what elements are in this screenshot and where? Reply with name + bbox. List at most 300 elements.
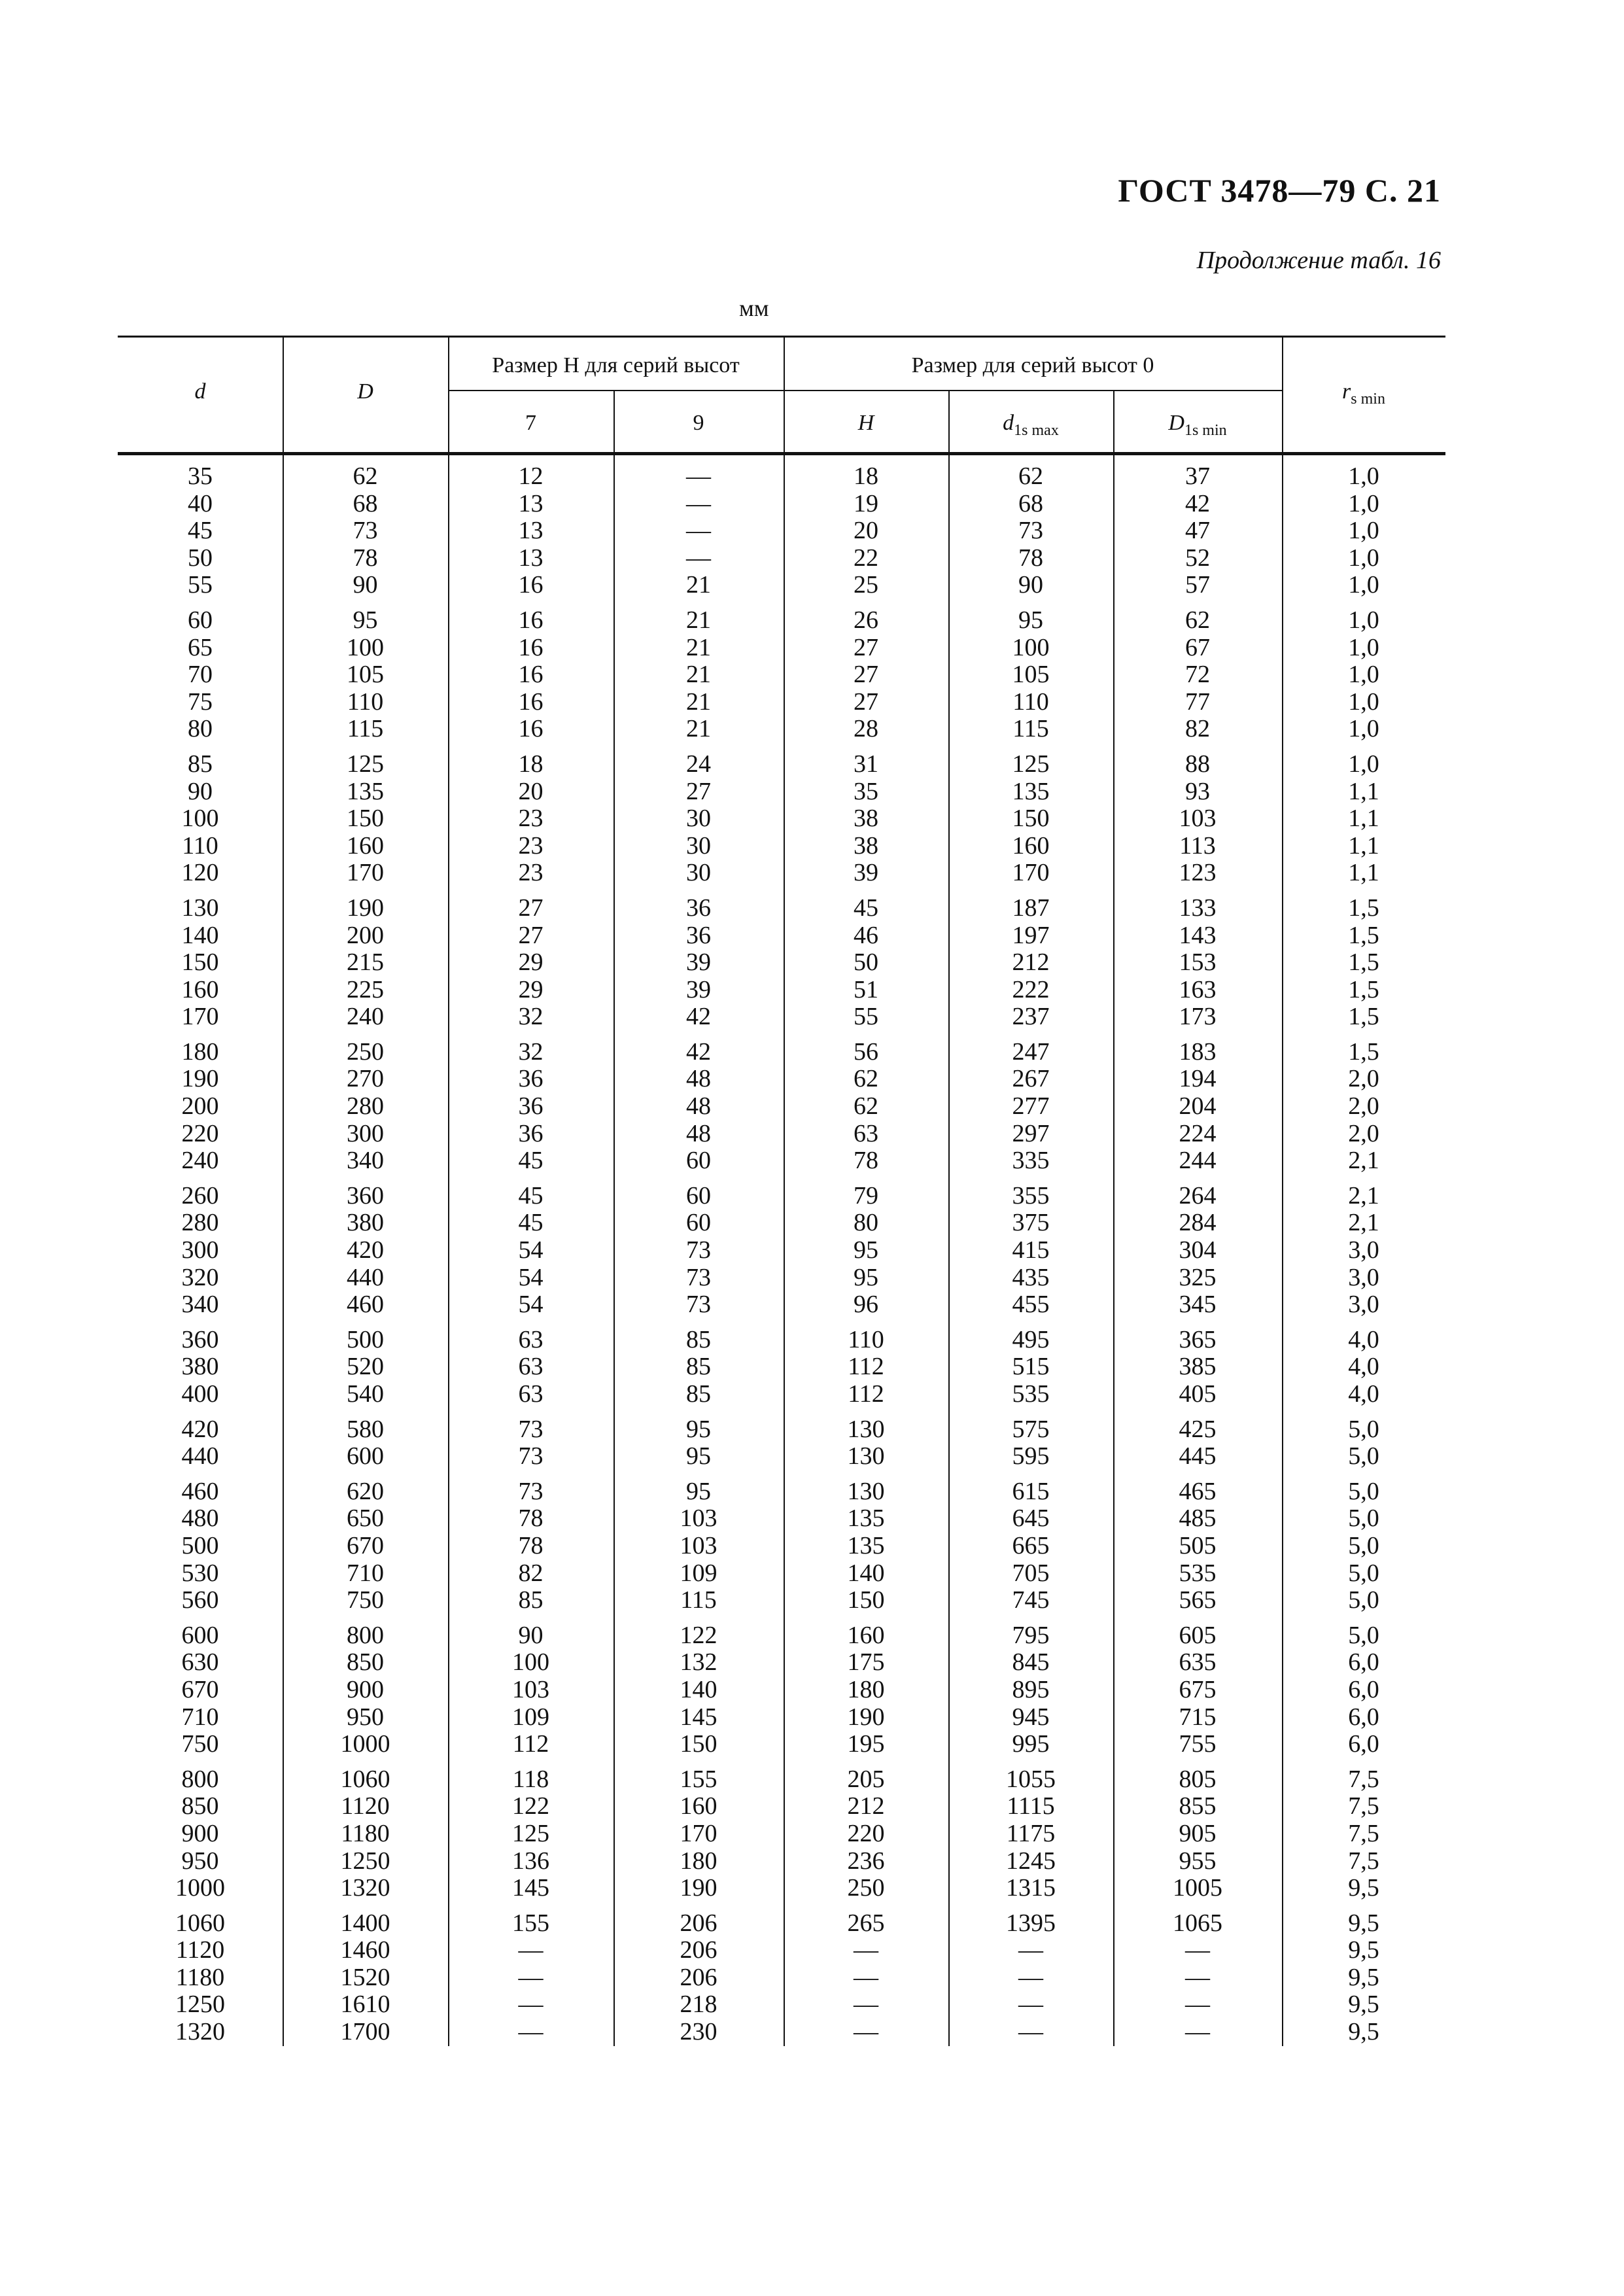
- cell-D1s-min: 224: [1179, 1119, 1217, 1147]
- cell-d1s-max: 415: [1012, 1236, 1050, 1264]
- cell-d: 1180: [175, 1963, 225, 1991]
- cell-d: 1000: [175, 1874, 225, 1902]
- cell-d1s-max: 355: [1012, 1181, 1050, 1209]
- cell-H-series7: 29: [518, 975, 544, 1003]
- table-row: [118, 751, 1445, 778]
- cell-H-series9: 73: [686, 1291, 711, 1319]
- cell-H-series9: 115: [680, 1586, 717, 1614]
- cell-D: 73: [353, 517, 378, 545]
- cell-d1s-max: 187: [1012, 894, 1050, 922]
- cell-d: 110: [182, 831, 218, 860]
- table-row: [118, 1327, 1445, 1354]
- table-row: [118, 805, 1445, 833]
- cell-d1s-max: 895: [1012, 1675, 1050, 1703]
- table-row: [118, 1560, 1445, 1588]
- table-row: [118, 1381, 1445, 1408]
- cell-d1s-max: 150: [1012, 805, 1050, 833]
- table-row: [118, 833, 1445, 860]
- cell-H-series7: 78: [518, 1505, 544, 1533]
- cell-H: 160: [847, 1621, 885, 1649]
- cell-d: 1250: [175, 1991, 225, 2019]
- cell-H-series9: 150: [680, 1730, 717, 1758]
- cell-H: 27: [854, 661, 878, 689]
- cell-rs-min: 2,1: [1348, 1209, 1379, 1237]
- header-rs-min-symbol: r: [1342, 379, 1351, 404]
- cell-D: 240: [347, 1003, 384, 1031]
- cell-D: 340: [347, 1147, 384, 1175]
- cell-d1s-max: 110: [1012, 687, 1049, 716]
- cell-D: 225: [347, 975, 384, 1003]
- cell-rs-min: 4,0: [1348, 1380, 1379, 1408]
- cell-d1s-max: —: [1018, 2018, 1043, 2046]
- cell-rs-min: 1,0: [1348, 544, 1379, 572]
- cell-H: 27: [854, 687, 878, 716]
- cell-H: 96: [854, 1291, 878, 1319]
- cell-D1s-min: 88: [1185, 750, 1210, 778]
- cell-d: 710: [181, 1703, 219, 1731]
- cell-D: 62: [353, 462, 378, 490]
- cell-H: 110: [848, 1325, 884, 1353]
- cell-H-series7: 27: [518, 894, 544, 922]
- cell-D: 520: [347, 1353, 384, 1381]
- cell-H-series9: —: [686, 462, 711, 490]
- cell-D: 105: [347, 661, 384, 689]
- cell-d: 380: [181, 1353, 219, 1381]
- cell-H: 63: [854, 1119, 878, 1147]
- row-group: [118, 1470, 1445, 1614]
- cell-H: 130: [847, 1415, 885, 1443]
- header-D1s-min-symbol: D: [1168, 411, 1184, 435]
- cell-H: 135: [847, 1531, 885, 1559]
- table-row: [118, 1478, 1445, 1506]
- cell-D1s-min: 505: [1179, 1531, 1217, 1559]
- cell-d: 260: [181, 1181, 219, 1209]
- cell-H-series7: 112: [512, 1730, 549, 1758]
- cell-rs-min: 7,5: [1348, 1819, 1379, 1847]
- cell-D1s-min: 37: [1185, 462, 1210, 490]
- cell-rs-min: 2,0: [1348, 1065, 1379, 1093]
- cell-H-series9: 230: [680, 2018, 717, 2046]
- cell-d: 40: [188, 489, 213, 517]
- cell-rs-min: 5,0: [1348, 1559, 1379, 1587]
- cell-D: 900: [347, 1675, 384, 1703]
- table-row: [118, 1003, 1445, 1031]
- cell-H: 112: [848, 1380, 884, 1408]
- cell-H-series9: 73: [686, 1236, 711, 1264]
- table-row: [118, 689, 1445, 716]
- cell-D1s-min: 47: [1185, 517, 1210, 545]
- cell-H: 205: [847, 1765, 885, 1793]
- table-row: [118, 1731, 1445, 1758]
- cell-D1s-min: 425: [1179, 1415, 1217, 1443]
- cell-rs-min: 4,0: [1348, 1325, 1379, 1353]
- cell-H: 212: [847, 1792, 885, 1820]
- cell-D1s-min: 805: [1179, 1765, 1217, 1793]
- cell-H: 38: [854, 805, 878, 833]
- cell-H-series9: 36: [686, 894, 711, 922]
- cell-D: 670: [347, 1531, 384, 1559]
- cell-H-series7: 36: [518, 1065, 544, 1093]
- cell-H: 265: [847, 1909, 885, 1937]
- cell-d1s-max: 78: [1018, 544, 1043, 572]
- row-group: [118, 887, 1445, 1031]
- cell-H-series9: 73: [686, 1263, 711, 1291]
- table-row: [118, 1121, 1445, 1148]
- cell-H-series9: 95: [686, 1477, 711, 1505]
- cell-H-series9: 85: [686, 1380, 711, 1408]
- cell-d: 280: [181, 1209, 219, 1237]
- table-row: [118, 545, 1445, 572]
- cell-rs-min: 3,0: [1348, 1236, 1379, 1264]
- cell-D1s-min: 905: [1179, 1819, 1217, 1847]
- cell-D: 270: [347, 1065, 384, 1093]
- cell-D: 95: [353, 606, 378, 634]
- cell-H-series7: 18: [518, 750, 544, 778]
- cell-D1s-min: 194: [1179, 1065, 1217, 1093]
- table-row: [118, 1587, 1445, 1614]
- cell-rs-min: 7,5: [1348, 1847, 1379, 1875]
- cell-H-series9: 170: [680, 1819, 717, 1847]
- cell-rs-min: 1,5: [1348, 1037, 1379, 1066]
- cell-D1s-min: 183: [1179, 1037, 1217, 1066]
- cell-H-series9: 30: [686, 805, 711, 833]
- table-row: [118, 491, 1445, 518]
- row-group: [118, 599, 1445, 743]
- cell-D1s-min: —: [1185, 1991, 1210, 2019]
- cell-H-series7: 63: [518, 1380, 544, 1408]
- cell-H: 46: [854, 921, 878, 949]
- header-D: D: [357, 379, 373, 404]
- cell-d: 80: [188, 715, 213, 743]
- cell-d: 75: [188, 687, 213, 716]
- cell-H: 112: [848, 1353, 884, 1381]
- table-row: [118, 1964, 1445, 1992]
- cell-H: 56: [854, 1037, 878, 1066]
- cell-d1s-max: 335: [1012, 1147, 1050, 1175]
- cell-d: 1320: [175, 2018, 225, 2046]
- cell-H-series7: 32: [518, 1037, 544, 1066]
- cell-D: 440: [347, 1263, 384, 1291]
- cell-H: 250: [847, 1874, 885, 1902]
- cell-d: 70: [188, 661, 213, 689]
- cell-d: 120: [181, 859, 219, 887]
- cell-d1s-max: 435: [1012, 1263, 1050, 1291]
- cell-d: 130: [181, 894, 219, 922]
- cell-H: 95: [854, 1263, 878, 1291]
- cell-D: 1060: [340, 1765, 390, 1793]
- cell-d1s-max: 170: [1012, 859, 1050, 887]
- cell-rs-min: 1,0: [1348, 715, 1379, 743]
- cell-rs-min: 1,1: [1348, 831, 1379, 860]
- cell-d: 35: [188, 462, 213, 490]
- cell-H-series7: 85: [518, 1586, 544, 1614]
- cell-H-series9: 48: [686, 1119, 711, 1147]
- cell-d: 440: [181, 1442, 219, 1470]
- cell-d1s-max: 90: [1018, 571, 1043, 599]
- cell-D: 190: [347, 894, 384, 922]
- cell-H-series9: 30: [686, 859, 711, 887]
- cell-D: 360: [347, 1181, 384, 1209]
- cell-D1s-min: 244: [1179, 1147, 1217, 1175]
- header-D1s-min-subscript: 1s min: [1184, 421, 1227, 439]
- cell-d1s-max: 1055: [1006, 1765, 1056, 1793]
- header-series-9: 9: [693, 411, 704, 435]
- cell-d1s-max: 105: [1012, 661, 1050, 689]
- cell-H: 19: [854, 489, 878, 517]
- cell-H-series7: 27: [518, 921, 544, 949]
- cell-H-series9: 206: [680, 1936, 717, 1964]
- table-row: [118, 716, 1445, 743]
- cell-rs-min: 1,0: [1348, 750, 1379, 778]
- cell-d1s-max: 62: [1018, 462, 1043, 490]
- cell-H: 39: [854, 859, 878, 887]
- table-row: [118, 1937, 1445, 1964]
- row-group: [118, 1758, 1445, 1902]
- cell-D: 215: [347, 948, 384, 977]
- cell-D: 1460: [340, 1936, 390, 1964]
- cell-H-series7: 32: [518, 1003, 544, 1031]
- cell-d1s-max: 212: [1012, 948, 1050, 977]
- cell-H-series7: 54: [518, 1291, 544, 1319]
- cell-d1s-max: 375: [1012, 1209, 1050, 1237]
- cell-H-series7: 45: [518, 1181, 544, 1209]
- cell-d1s-max: 247: [1012, 1037, 1050, 1066]
- cell-d: 50: [188, 544, 213, 572]
- units-label: мм: [739, 295, 769, 321]
- cell-rs-min: 1,5: [1348, 1003, 1379, 1031]
- cell-H: 95: [854, 1236, 878, 1264]
- cell-H: 38: [854, 831, 878, 860]
- cell-d1s-max: 100: [1012, 633, 1050, 661]
- cell-H-series9: 30: [686, 831, 711, 860]
- cell-D1s-min: 143: [1179, 921, 1217, 949]
- cell-H-series7: 155: [512, 1909, 549, 1937]
- header-group-H-series-label: Размер H для серий высот: [492, 353, 740, 377]
- table-body: [118, 455, 1445, 2046]
- cell-rs-min: 2,1: [1348, 1147, 1379, 1175]
- table-row: [118, 635, 1445, 662]
- cell-D1s-min: 955: [1179, 1847, 1217, 1875]
- cell-rs-min: 7,5: [1348, 1765, 1379, 1793]
- cell-d: 340: [181, 1291, 219, 1319]
- cell-H: 195: [847, 1730, 885, 1758]
- cell-H: —: [854, 1936, 878, 1964]
- cell-H-series7: 78: [518, 1531, 544, 1559]
- page-header: ГОСТ 3478—79 С. 21: [1118, 172, 1441, 209]
- cell-D: 620: [347, 1477, 384, 1505]
- cell-D: 78: [353, 544, 378, 572]
- cell-rs-min: 5,0: [1348, 1505, 1379, 1533]
- table-row: [118, 1066, 1445, 1093]
- cell-D: 160: [347, 831, 384, 860]
- cell-D1s-min: 93: [1185, 777, 1210, 805]
- cell-H-series9: 122: [680, 1621, 717, 1649]
- cell-D1s-min: 133: [1179, 894, 1217, 922]
- cell-rs-min: 6,0: [1348, 1648, 1379, 1677]
- cell-H-series9: 206: [680, 1909, 717, 1937]
- cell-H: 20: [854, 517, 878, 545]
- cell-D1s-min: 52: [1185, 544, 1210, 572]
- cell-D1s-min: 204: [1179, 1092, 1217, 1121]
- cell-H-series7: 63: [518, 1353, 544, 1381]
- cell-D1s-min: 635: [1179, 1648, 1217, 1677]
- cell-d: 90: [188, 777, 213, 805]
- cell-H: 180: [847, 1675, 885, 1703]
- cell-D: 280: [347, 1092, 384, 1121]
- cell-rs-min: 1,5: [1348, 948, 1379, 977]
- cell-H: —: [854, 1991, 878, 2019]
- cell-D: 600: [347, 1442, 384, 1470]
- cell-D1s-min: 173: [1179, 1003, 1217, 1031]
- cell-rs-min: 2,0: [1348, 1092, 1379, 1121]
- cell-H: 190: [847, 1703, 885, 1731]
- cell-D: 300: [347, 1119, 384, 1147]
- cell-H-series9: 60: [686, 1209, 711, 1237]
- cell-d1s-max: 222: [1012, 975, 1050, 1003]
- cell-H: 55: [854, 1003, 878, 1031]
- cell-d1s-max: 68: [1018, 489, 1043, 517]
- header-d1s-max-subscript: 1s max: [1014, 421, 1059, 439]
- cell-d1s-max: —: [1018, 1991, 1043, 2019]
- cell-H: 27: [854, 633, 878, 661]
- cell-d: 850: [181, 1792, 219, 1820]
- cell-H-series7: 136: [512, 1847, 549, 1875]
- row-group: [118, 1031, 1445, 1175]
- cell-H-series7: 16: [518, 687, 544, 716]
- cell-H-series7: 63: [518, 1325, 544, 1353]
- cell-d1s-max: 515: [1012, 1353, 1050, 1381]
- cell-d1s-max: 1175: [1006, 1819, 1056, 1847]
- cell-H-series7: 16: [518, 633, 544, 661]
- cell-D1s-min: 304: [1179, 1236, 1217, 1264]
- cell-H-series7: 45: [518, 1147, 544, 1175]
- cell-D1s-min: 67: [1185, 633, 1210, 661]
- table-row: [118, 1875, 1445, 1902]
- table-row: [118, 949, 1445, 977]
- cell-D: 115: [347, 715, 384, 743]
- cell-d1s-max: 115: [1012, 715, 1049, 743]
- cell-d: 170: [181, 1003, 219, 1031]
- cell-D1s-min: 72: [1185, 661, 1210, 689]
- cell-D: 170: [347, 859, 384, 887]
- cell-D: 950: [347, 1703, 384, 1731]
- table-row: [118, 1991, 1445, 2019]
- cell-rs-min: 1,0: [1348, 661, 1379, 689]
- cell-H-series7: 12: [518, 462, 544, 490]
- row-group: [118, 1175, 1445, 1319]
- cell-D1s-min: 465: [1179, 1477, 1217, 1505]
- cell-D: 710: [347, 1559, 384, 1587]
- table-row: [118, 1183, 1445, 1210]
- cell-d: 150: [181, 948, 219, 977]
- cell-rs-min: 7,5: [1348, 1792, 1379, 1820]
- cell-D1s-min: 77: [1185, 687, 1210, 716]
- cell-d: 530: [181, 1559, 219, 1587]
- cell-d: 400: [181, 1380, 219, 1408]
- cell-rs-min: 3,0: [1348, 1263, 1379, 1291]
- table-row: [118, 1910, 1445, 1938]
- cell-rs-min: 1,1: [1348, 777, 1379, 805]
- table-row: [118, 517, 1445, 545]
- cell-d1s-max: 95: [1018, 606, 1043, 634]
- cell-rs-min: 1,5: [1348, 921, 1379, 949]
- cell-D: 750: [347, 1586, 384, 1614]
- cell-d: 300: [181, 1236, 219, 1264]
- cell-D: 1120: [341, 1792, 390, 1820]
- cell-H-series9: 160: [680, 1792, 717, 1820]
- cell-H-series9: 132: [680, 1648, 717, 1677]
- cell-d1s-max: 73: [1018, 517, 1043, 545]
- cell-H: 140: [847, 1559, 885, 1587]
- cell-d1s-max: 125: [1012, 750, 1050, 778]
- cell-H: 78: [854, 1147, 878, 1175]
- cell-d: 320: [181, 1263, 219, 1291]
- cell-H-series9: 21: [686, 687, 711, 716]
- table-row: [118, 1766, 1445, 1794]
- cell-H-series9: 95: [686, 1442, 711, 1470]
- cell-D: 125: [347, 750, 384, 778]
- cell-d1s-max: 160: [1012, 831, 1050, 860]
- cell-D1s-min: 1005: [1173, 1874, 1222, 1902]
- cell-d: 480: [181, 1505, 219, 1533]
- cell-D: 1180: [341, 1819, 390, 1847]
- cell-d: 800: [181, 1765, 219, 1793]
- cell-H-series7: 73: [518, 1477, 544, 1505]
- cell-rs-min: 1,5: [1348, 894, 1379, 922]
- cell-rs-min: 1,1: [1348, 859, 1379, 887]
- cell-H-series9: 21: [686, 571, 711, 599]
- cell-H-series9: 21: [686, 633, 711, 661]
- table-row: [118, 895, 1445, 922]
- cell-d: 360: [181, 1325, 219, 1353]
- cell-rs-min: 6,0: [1348, 1703, 1379, 1731]
- cell-d: 55: [188, 571, 213, 599]
- table-row: [118, 607, 1445, 635]
- header-H: H: [857, 411, 874, 435]
- table-row: [118, 922, 1445, 950]
- cell-d: 630: [181, 1648, 219, 1677]
- cell-d1s-max: —: [1018, 1936, 1043, 1964]
- cell-H-series9: 109: [680, 1559, 717, 1587]
- cell-H-series7: 36: [518, 1092, 544, 1121]
- cell-H-series9: 42: [686, 1003, 711, 1031]
- cell-H-series7: 82: [518, 1559, 544, 1587]
- cell-H-series9: 39: [686, 975, 711, 1003]
- cell-H-series7: 36: [518, 1119, 544, 1147]
- table-row: [118, 1505, 1445, 1533]
- cell-d: 240: [181, 1147, 219, 1175]
- cell-H-series7: 109: [512, 1703, 549, 1731]
- cell-H: 130: [847, 1442, 885, 1470]
- cell-D1s-min: 345: [1179, 1291, 1217, 1319]
- table-row: [118, 1677, 1445, 1704]
- row-group: [118, 1614, 1445, 1758]
- cell-d: 180: [181, 1037, 219, 1066]
- cell-d1s-max: 705: [1012, 1559, 1050, 1587]
- cell-H-series9: 36: [686, 921, 711, 949]
- cell-d: 160: [181, 975, 219, 1003]
- cell-D: 1520: [340, 1963, 390, 1991]
- cell-d1s-max: 1315: [1006, 1874, 1056, 1902]
- cell-d1s-max: 1395: [1006, 1909, 1056, 1937]
- table-row: [118, 463, 1445, 491]
- cell-rs-min: 1,0: [1348, 517, 1379, 545]
- table-row: [118, 1793, 1445, 1820]
- cell-rs-min: 1,1: [1348, 805, 1379, 833]
- cell-d1s-max: 845: [1012, 1648, 1050, 1677]
- table-row: [118, 1533, 1445, 1560]
- cell-d: 200: [181, 1092, 219, 1121]
